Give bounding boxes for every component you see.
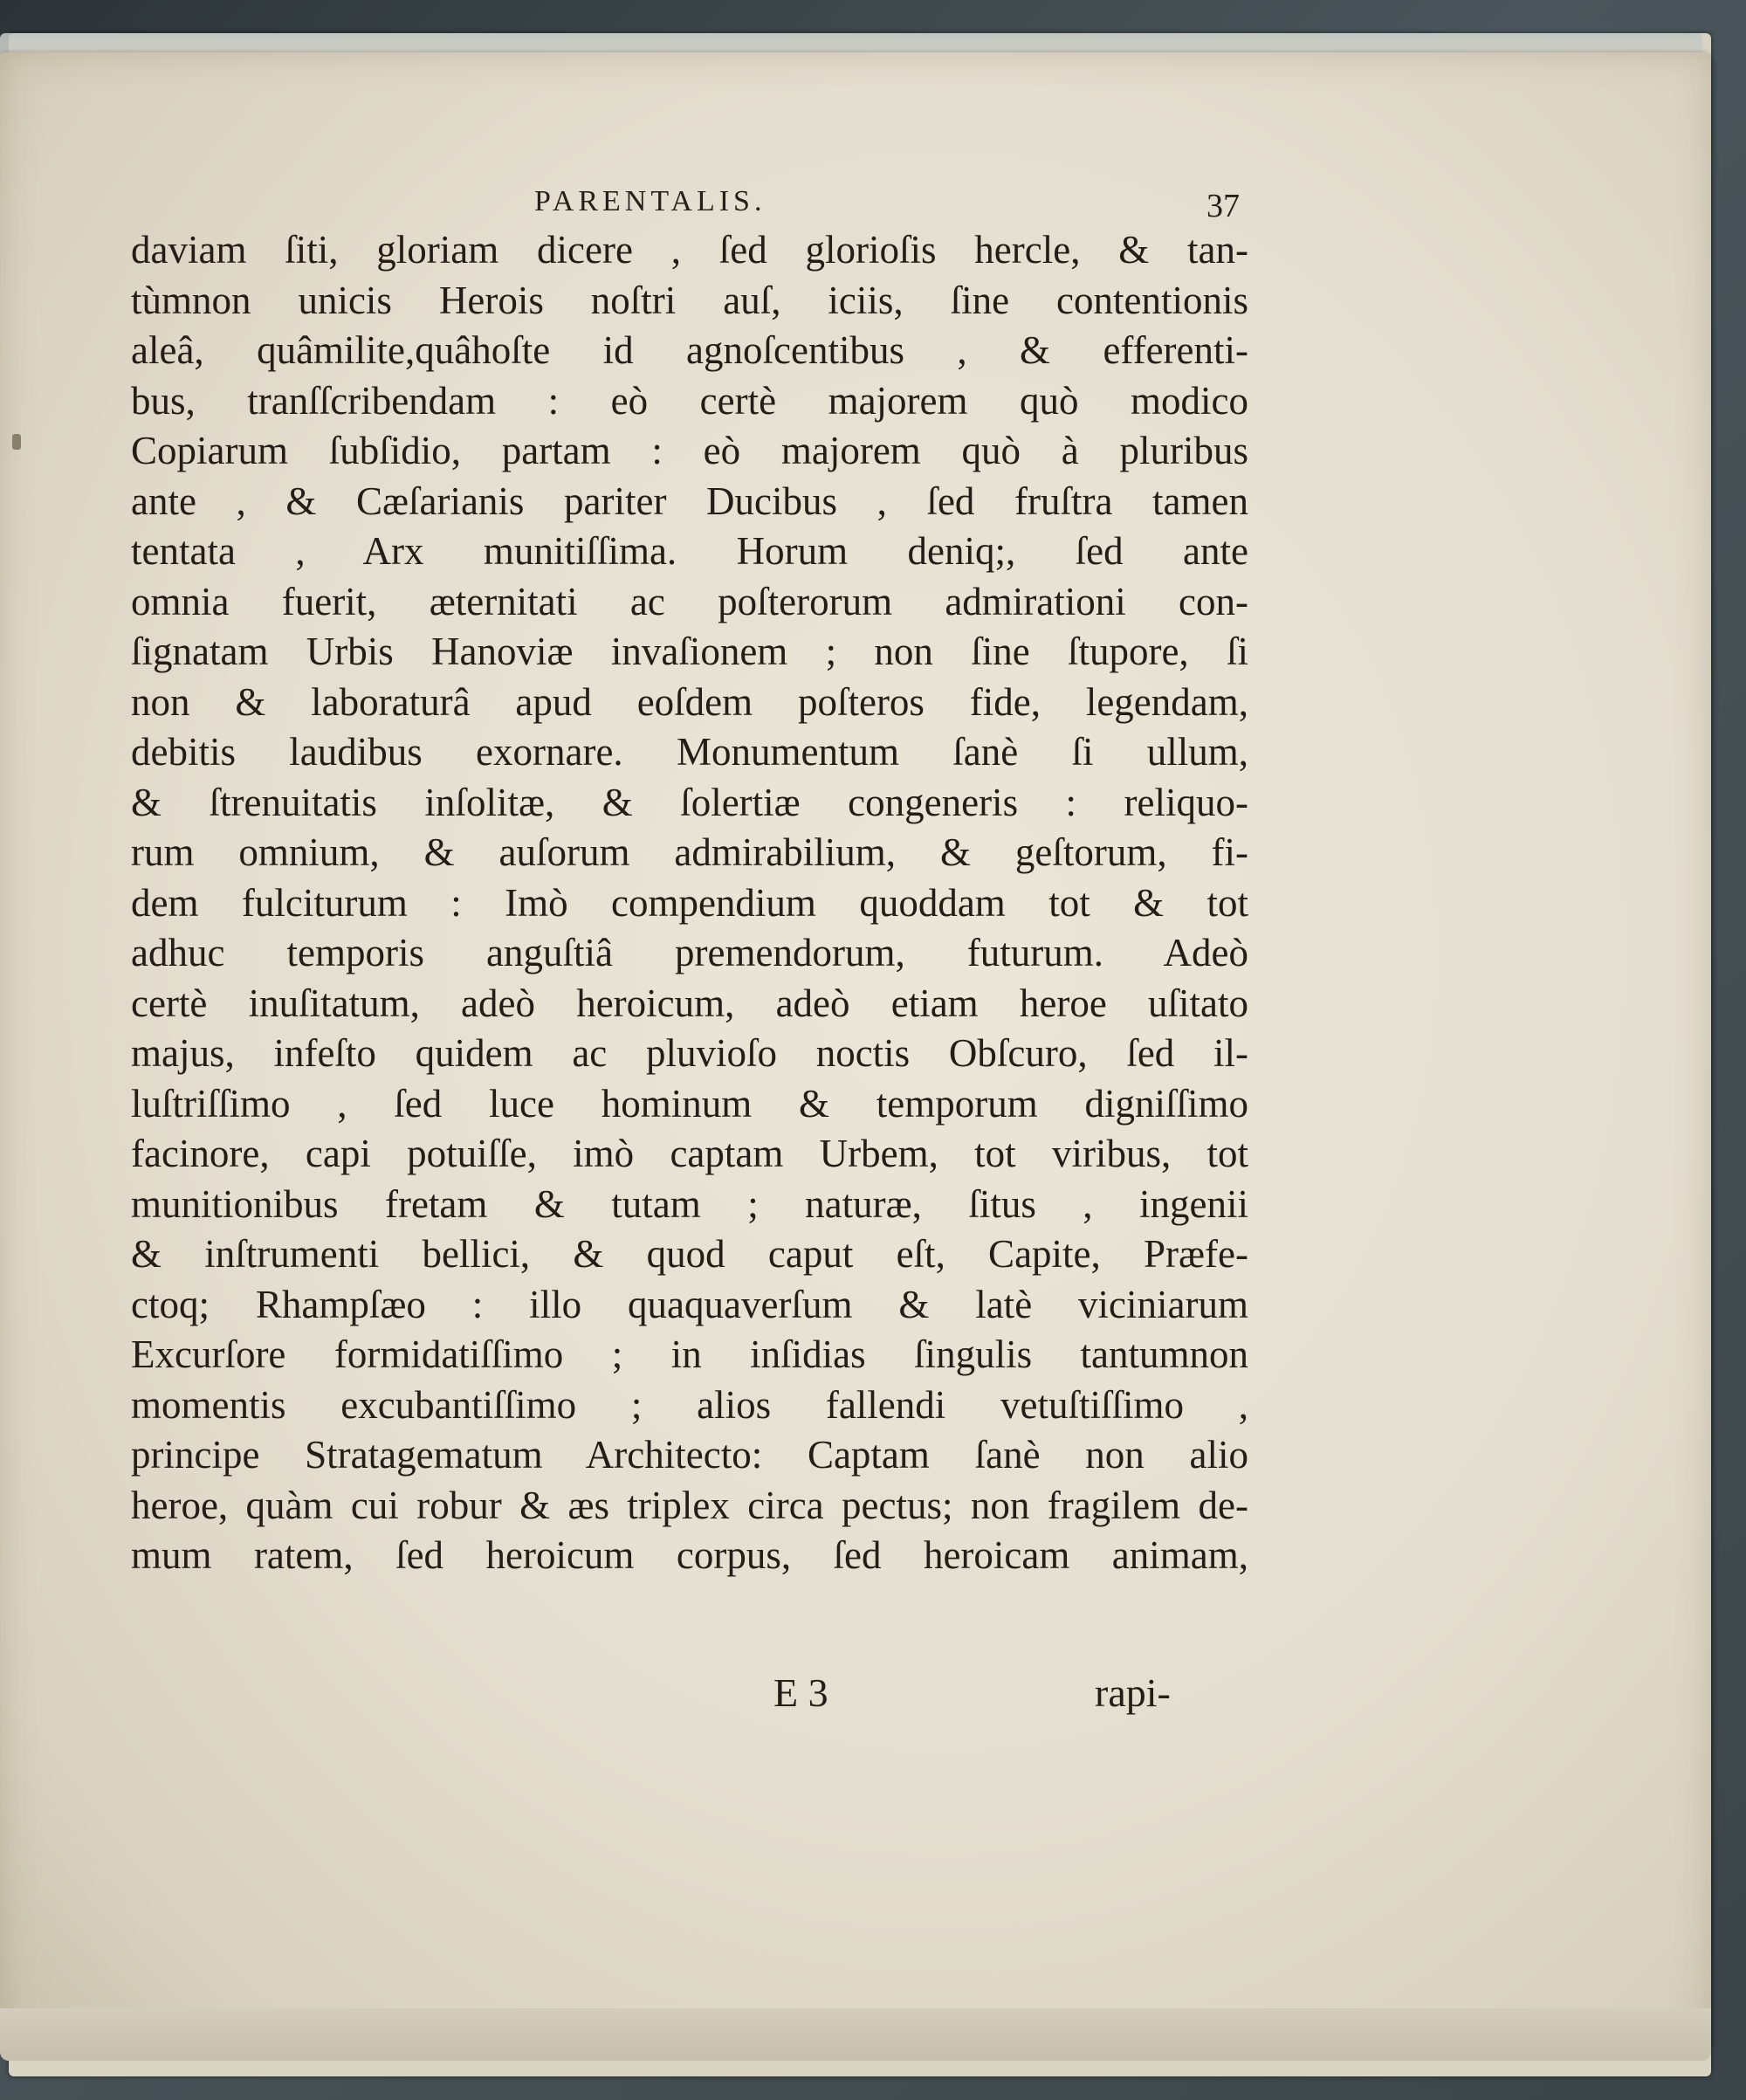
body-text — [131, 225, 1248, 1581]
text-line: tentata , Arx munitiſſima. Horum deniq;, ſed ante — [131, 529, 1248, 573]
running-head: PARENTALIS. — [534, 185, 766, 217]
text-line: facinore, capi potuiſſe, imò captam Urbem, tot viribus, tot — [131, 1132, 1248, 1175]
text-line: ante , & Cæſarianis pariter Ducibus , ſed fruſtra tamen — [131, 479, 1248, 523]
page-edge-bottom — [0, 2008, 1711, 2061]
text-line: bus, tranſſcribendam : eò certè majorem quò modico — [131, 378, 1248, 423]
text-line: mum ratem, ſed heroicum corpus, ſed heroicam animam, — [131, 1533, 1248, 1577]
margin-mark — [12, 434, 21, 450]
text-line: non & laboraturâ apud eoſdem poſteros fide, legendam, — [131, 679, 1248, 724]
text-line: ctoq; Rhampſæo : illo quaquaverſum & latè viciniarum — [131, 1282, 1248, 1326]
text-line: momentis excubantiſſimo ; alios fallendi vetuſtiſſimo , — [131, 1382, 1248, 1427]
page-header — [0, 185, 1711, 229]
text-line: tùmnon unicis Herois noſtri auſ, iciis, ſine contentionis — [131, 278, 1248, 322]
text-line: rum omnium, & auſorum admirabilium, & geſtorum, fi- — [131, 830, 1248, 874]
text-line: Copiarum ſubſidio, partam : eò majorem quò à pluribus — [131, 429, 1248, 472]
text-line: luſtriſſimo , ſed luce hominum & temporum digniſſimo — [131, 1081, 1248, 1126]
text-line: & ſtrenuitatis inſolitæ, & ſolertiæ congeneris : reliquo- — [131, 780, 1248, 824]
page-footer — [0, 1670, 1711, 1722]
text-line: daviam ſiti, gloriam dicere , ſed glorioſis hercle, & tan- — [131, 228, 1248, 272]
text-line: aleâ, quâmilite,quâhoſte id agnoſcentibus , & efferenti- — [131, 328, 1248, 372]
text-line: adhuc temporis anguſtiâ premendorum, futurum. Adeò — [131, 931, 1248, 974]
page-number: 37 — [1206, 188, 1240, 224]
text-line: majus, infeſto quidem ac pluvioſo noctis Obſcuro, ſed il- — [131, 1031, 1248, 1075]
catchword: rapi- — [1095, 1670, 1171, 1715]
text-line: omnia fuerit, æternitati ac poſterorum admirationi con- — [131, 579, 1248, 623]
text-line: principe Stratagematum Architecto: Captam ſanè non alio — [131, 1433, 1248, 1477]
text-line: Excurſore formidatiſſimo ; in inſidias ſingulis tantumnon — [131, 1332, 1248, 1376]
text-line: & inſtrumenti bellici, & quod caput eſt, Capite, Præfe- — [131, 1232, 1248, 1276]
text-line: debitis laudibus exornare. Monumentum ſanè ſi ullum, — [131, 730, 1248, 774]
signature-mark: E 3 — [773, 1670, 828, 1715]
text-line: ſignatam Urbis Hanoviæ invaſionem ; non ſine ſtupore, ſi — [131, 630, 1248, 673]
text-line: certè inuſitatum, adeò heroicum, adeò etiam heroe uſitato — [131, 981, 1248, 1025]
text-line: dem fulciturum : Imò compendium quoddam tot & tot — [131, 880, 1248, 925]
text-line: munitionibus fretam & tutam ; naturæ, ſitus , ingenii — [131, 1181, 1248, 1226]
text-line: heroe, quàm cui robur & æs triplex circa pectus; non fragilem de- — [131, 1483, 1248, 1527]
